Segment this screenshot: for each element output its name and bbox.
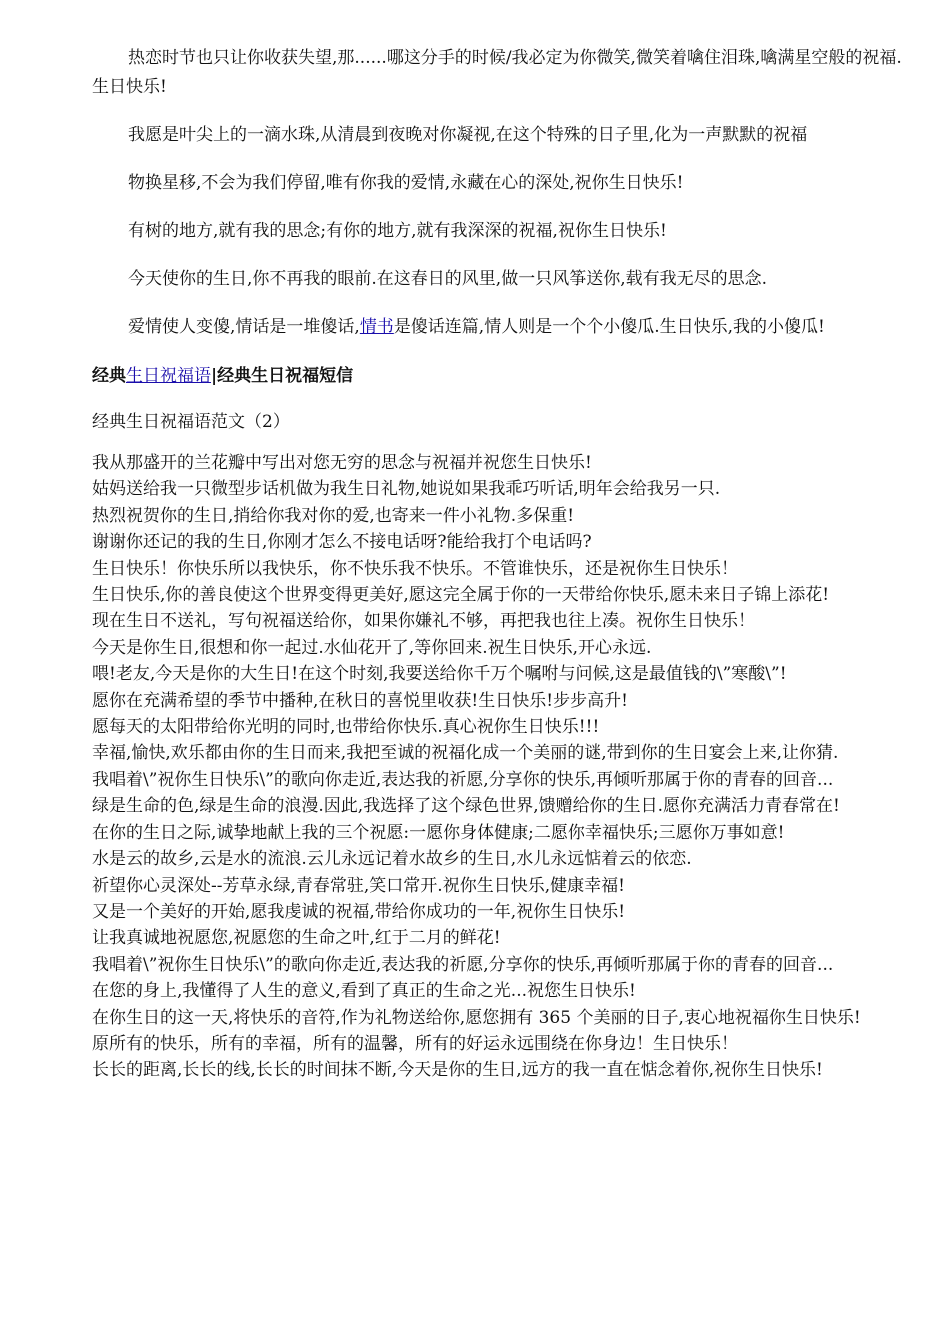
love-text-before: 爱情使人变傻,情话是一堆傻话, (128, 317, 360, 337)
section-heading (92, 362, 910, 391)
list-item: 喂!老友,今天是你的大生日!在这个时刻,我要送给你千万个嘱咐与问候,这是最值钱的\”寒酸\”! (92, 664, 787, 685)
paragraph-love-silly (92, 313, 910, 342)
list-item: 姑妈送给我一只微型步话机做为我生日礼物,她说如果我乖巧听话,明年会给我另一只. (92, 479, 721, 500)
list-item: 绿是生命的色,绿是生命的浪漫.因此,我选择了这个绿色世界,馈赠给你的生日.愿你充满活力青春常在! (92, 796, 840, 817)
list-item: 幸福,愉快,欢乐都由你的生日而来,我把至诚的祝福化成一个美丽的谜,带到你的生日宴会上来,让你猜. (92, 743, 839, 764)
wishes-list (92, 450, 910, 1084)
section-subheading: 经典生日祝福语范文（2） (92, 412, 290, 432)
list-item: 现在生日不送礼，写句祝福送给你，如果你嫌礼不够，再把我也往上凑。祝你生日快乐！ (92, 611, 755, 632)
list-item: 谢谢你还记的我的生日,你刚才怎么不接电话呀?能给我打个电话吗? (92, 532, 592, 553)
list-item: 原所有的快乐，所有的幸福，所有的温馨，所有的好运永远围绕在你身边！生日快乐！ (92, 1033, 738, 1054)
list-item: 长长的距离,长长的线,长长的时间抹不断,今天是你的生日,远方的我一直在惦念着你,祝你生日快乐! (92, 1060, 823, 1081)
list-item: 在你生日的这一天,将快乐的音符,作为礼物送给你,愿您拥有 365 个美丽的日子,衷心地祝福你生日快乐! (92, 1007, 861, 1028)
heading-text-after: |经典生日祝福短信 (211, 366, 354, 386)
paragraph-farewell-smile: 热恋时节也只让你收获失望,那......哪这分手的时候/我必定为你微笑,微笑着噙住泪珠,噙满星空般的祝福.生日快乐! (92, 48, 902, 97)
love-text-after: 是傻话连篇,情人则是一个个小傻瓜.生日快乐,我的小傻瓜! (393, 317, 825, 337)
paragraph-water-drop: 我愿是叶尖上的一滴水珠,从清晨到夜晚对你凝视,在这个特殊的日子里,化为一声默默的祝福 (128, 125, 808, 145)
list-item: 生日快乐！你快乐所以我快乐，你不快乐我不快乐。不管谁快乐，还是祝你生日快乐！ (92, 558, 738, 579)
list-item: 祈望你心灵深处--芳草永绿,青春常驻,笑口常开.祝你生日快乐,健康幸福! (92, 875, 625, 896)
list-item: 让我真诚地祝愿您,祝愿您的生命之叶,红于二月的鲜花! (92, 928, 501, 949)
list-item: 水是云的故乡,云是水的流浪.云儿永远记着水故乡的生日,水儿永远惦着云的依恋. (92, 849, 692, 870)
birthday-wishes-link[interactable]: 生日祝福语 (126, 366, 211, 386)
paragraph-stars-change: 物换星移,不会为我们停留,唯有你我的爱情,永藏在心的深处,祝你生日快乐! (128, 173, 684, 193)
list-item: 生日快乐,你的善良使这个世界变得更美好,愿这完全属于你的一天带给你快乐,愿未来日子锦上添花! (92, 585, 830, 606)
list-item: 又是一个美好的开始,愿我虔诚的祝福,带给你成功的一年,祝你生日快乐! (92, 901, 626, 922)
list-item: 在您的身上,我懂得了人生的意义,看到了真正的生命之光...祝您生日快乐! (92, 981, 636, 1002)
list-item: 在你的生日之际,诚挚地献上我的三个祝愿:一愿你身体健康;二愿你幸福快乐;三愿你万事如意! (92, 822, 785, 843)
list-item: 热烈祝贺你的生日,捎给你我对你的爱,也寄来一件小礼物.多保重! (92, 505, 575, 526)
love-letter-link[interactable]: 情书 (359, 317, 394, 337)
paragraph-tree-longing: 有树的地方,就有我的思念;有你的地方,就有我深深的祝福,祝你生日快乐! (128, 221, 667, 241)
heading-text-before: 经典 (92, 366, 126, 386)
list-item: 我唱着\”祝你生日快乐\”的歌向你走近,表达我的祈愿,分享你的快乐,再倾听那属于你的青春的回音... (92, 769, 834, 790)
list-item: 我从那盛开的兰花瓣中写出对您无穷的思念与祝福并祝您生日快乐! (92, 453, 592, 473)
list-item: 愿每天的太阳带给你光明的同时,也带给你快乐.真心祝你生日快乐!!! (92, 717, 600, 738)
list-item: 愿你在充满希望的季节中播种,在秋日的喜悦里收获!生日快乐!步步高升! (92, 690, 628, 711)
list-item: 今天是你生日,很想和你一起过.水仙花开了,等你回来.祝生日快乐,开心永远. (92, 637, 652, 658)
list-item: 我唱着\”祝你生日快乐\”的歌向你走近,表达我的祈愿,分享你的快乐,再倾听那属于你的青春的回音... (92, 954, 834, 975)
document-page (92, 44, 910, 1084)
paragraph-kite: 今天使你的生日,你不再我的眼前.在这春日的风里,做一只风筝送你,载有我无尽的思念. (128, 269, 768, 289)
